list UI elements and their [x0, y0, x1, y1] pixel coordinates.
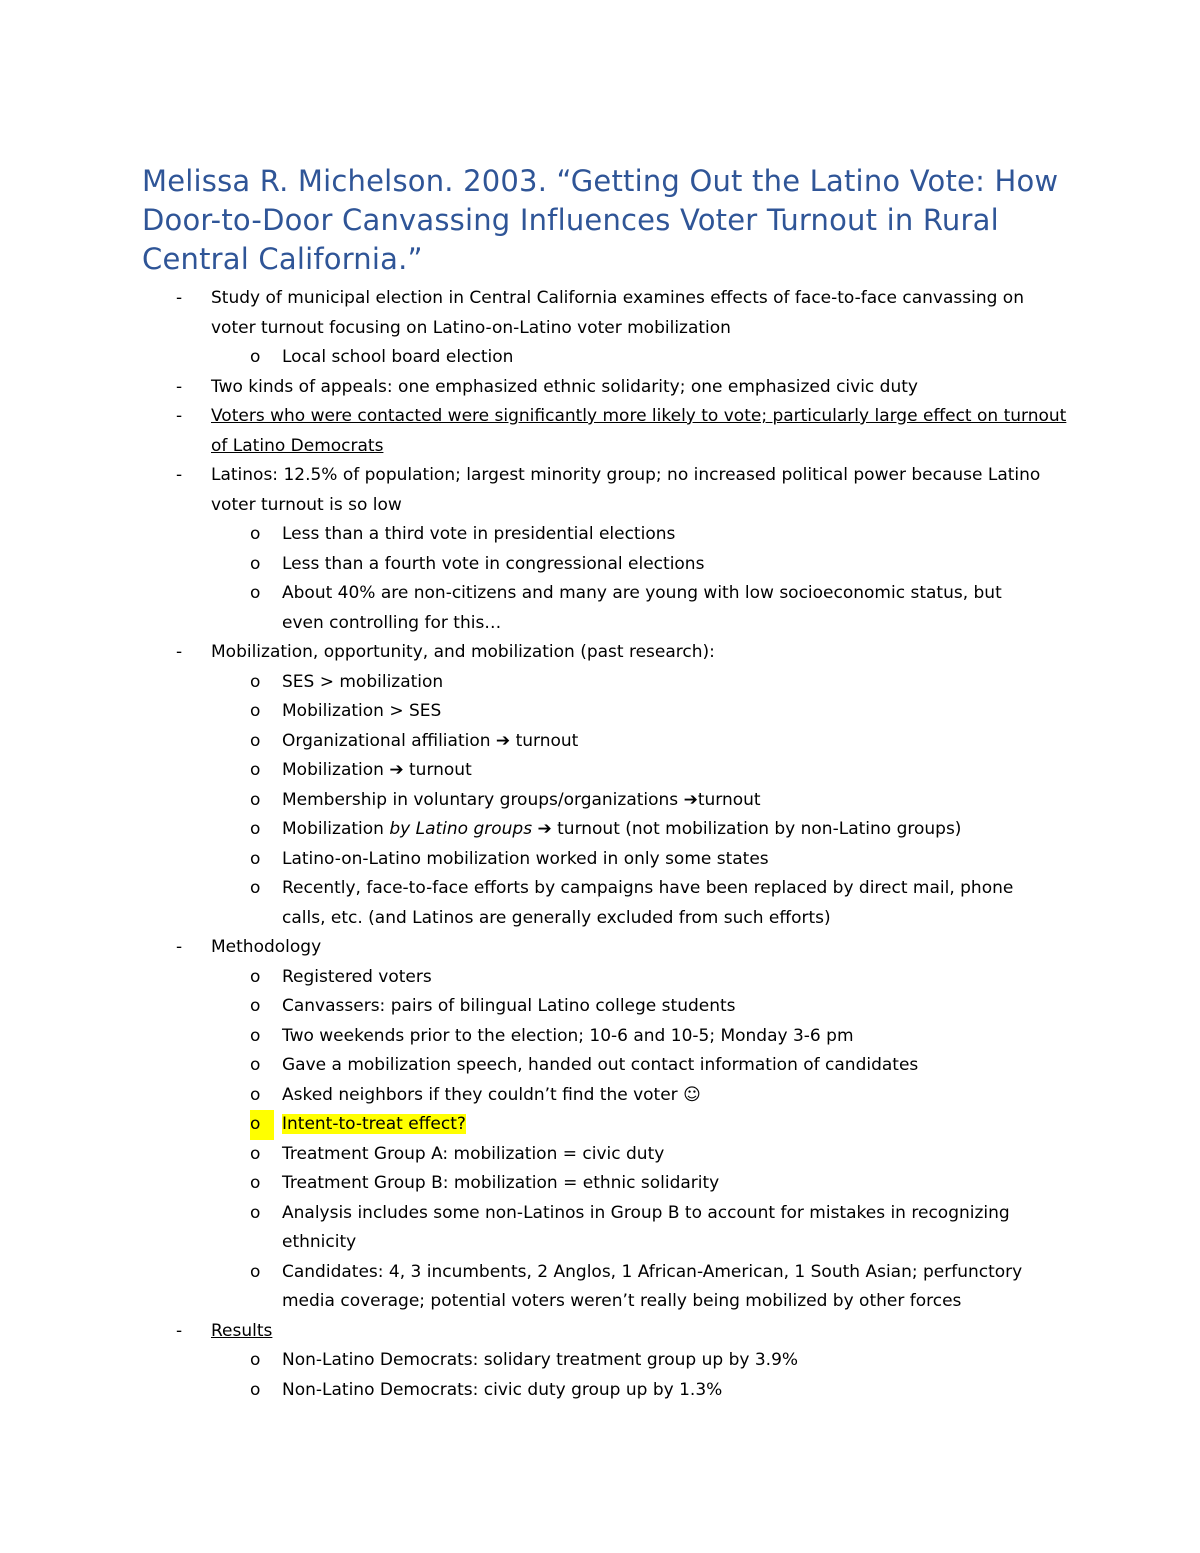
- circle-bullet: o: [250, 553, 261, 574]
- circle-bullet: o: [250, 1202, 261, 1223]
- list-item: [0, 933, 1200, 963]
- list-item-text: Voters who were contacted were significantly more likely to vote; particularly large effect on turnout of Latino Democrats: [211, 406, 1067, 456]
- circle-bullet: o: [250, 760, 261, 780]
- sub-list-item-text: Membership in voluntary groups/organizations ➔turnout: [282, 789, 761, 810]
- circle-bullet: o: [250, 1084, 261, 1105]
- circle-bullet: o: [250, 524, 261, 544]
- right-arrow-icon: ➔: [537, 819, 552, 839]
- sub-list-item: [0, 963, 1200, 993]
- circle-bullet: o: [250, 1110, 274, 1140]
- sub-list-item: [0, 1199, 1200, 1258]
- list-item-text: Mobilization, opportunity, and mobilization (past research):: [211, 642, 715, 662]
- sub-list-item: [0, 1022, 1200, 1052]
- circle-bullet: o: [250, 819, 261, 839]
- circle-bullet: o: [250, 1350, 261, 1370]
- sub-list-item-text: Candidates: 4, 3 incumbents, 2 Anglos, 1 African-American, 1 South Asian; perfunctory media coverage; potential voters weren’t really being mobilized by other forces: [282, 1261, 1023, 1311]
- dash-bullet: -: [176, 376, 183, 397]
- sub-list-item-text: About 40% are non-citizens and many are young with low socioeconomic status, but even controlling for this…: [282, 583, 1002, 633]
- list-item: [0, 461, 1200, 520]
- sub-list-item: [0, 520, 1200, 550]
- sub-list-item: [0, 1081, 1200, 1111]
- sub-list-item-text: Latino-on-Latino mobilization worked in only some states: [282, 848, 769, 869]
- circle-bullet: o: [250, 878, 261, 898]
- right-arrow-icon: ➔: [683, 789, 698, 810]
- sub-list-item: [0, 1258, 1200, 1317]
- notes-list: [0, 284, 1200, 1405]
- sub-list-item: [0, 786, 1200, 816]
- sub-list-item-highlighted: [0, 1110, 1200, 1140]
- sub-list-item-text: Local school board election: [282, 347, 514, 367]
- dash-bullet: -: [176, 642, 183, 662]
- list-item-text: Methodology: [211, 937, 322, 957]
- circle-bullet: o: [250, 1055, 261, 1075]
- sub-list-item: [0, 1140, 1200, 1170]
- sub-list-item: [0, 668, 1200, 698]
- document-title: Melissa R. Michelson. 2003. “Getting Out the Latino Vote: How Door-to-Door Canvassing Influences Voter Turnout in Rural Central California.”: [142, 164, 1059, 276]
- sub-list-item-text: Mobilization by Latino groups ➔ turnout (not mobilization by non-Latino groups): [282, 819, 962, 839]
- list-item: [0, 402, 1200, 461]
- circle-bullet: o: [250, 583, 261, 603]
- list-item-text: Latinos: 12.5% of population; largest minority group; no increased political power because Latino voter turnout is so low: [211, 465, 1041, 515]
- dash-bullet: -: [176, 937, 183, 957]
- list-item: [0, 638, 1200, 668]
- circle-bullet: o: [250, 1143, 261, 1164]
- dash-bullet: -: [176, 465, 183, 485]
- sub-list-item: [0, 579, 1200, 638]
- sub-list-item-text: Non-Latino Democrats: solidary treatment group up by 3.9%: [282, 1350, 799, 1370]
- circle-bullet: o: [250, 1173, 261, 1193]
- circle-bullet: o: [250, 1261, 261, 1282]
- sub-list-item: [0, 756, 1200, 786]
- sub-list-item-text: Analysis includes some non-Latinos in Group B to account for mistakes in recognizing ethnicity: [282, 1202, 1010, 1252]
- list-item-text: Two kinds of appeals: one emphasized ethnic solidarity; one emphasized civic duty: [211, 376, 918, 397]
- circle-bullet: o: [250, 730, 261, 751]
- sub-list-item: [0, 727, 1200, 757]
- circle-bullet: o: [250, 701, 261, 721]
- circle-bullet: o: [250, 996, 261, 1016]
- circle-bullet: o: [250, 347, 261, 367]
- sub-list-item-text: Organizational affiliation ➔ turnout: [282, 730, 579, 751]
- sub-list-item-text: Less than a fourth vote in congressional elections: [282, 553, 705, 574]
- list-item-text: Results: [211, 1320, 273, 1341]
- dash-bullet: -: [176, 288, 183, 308]
- sub-list-item-text: SES > mobilization: [282, 671, 444, 692]
- sub-list-item-text: Asked neighbors if they couldn’t find the voter ☺: [282, 1084, 701, 1105]
- sub-list-item-text: Less than a third vote in presidential elections: [282, 524, 676, 544]
- sub-list-item-text: Registered voters: [282, 966, 432, 987]
- sub-list-item-text: Treatment Group A: mobilization = civic duty: [282, 1143, 665, 1164]
- sub-list-item-text: Treatment Group B: mobilization = ethnic solidarity: [282, 1173, 720, 1193]
- sub-list-item-text: Mobilization ➔ turnout: [282, 760, 472, 780]
- dash-bullet: -: [176, 406, 183, 426]
- list-item: [0, 284, 1200, 343]
- sub-list-item: [0, 343, 1200, 373]
- sub-list-item: [0, 1051, 1200, 1081]
- circle-bullet: o: [250, 848, 261, 869]
- sub-list-item-text: Non-Latino Democrats: civic duty group up by 1.3%: [282, 1379, 723, 1400]
- list-item: [0, 373, 1200, 403]
- sub-list-item: [0, 697, 1200, 727]
- sub-list-item: [0, 992, 1200, 1022]
- circle-bullet: o: [250, 671, 261, 692]
- right-arrow-icon: ➔: [495, 730, 511, 751]
- sub-list-item: [0, 845, 1200, 875]
- sub-list-item: [0, 1376, 1200, 1406]
- circle-bullet: o: [250, 1025, 261, 1046]
- smiley-icon: ☺: [683, 1084, 701, 1105]
- circle-bullet: o: [250, 1379, 261, 1400]
- list-item-text: Study of municipal election in Central California examines effects of face-to-face canvassing on voter turnout focusing on Latino-on-Latino voter mobilization: [211, 288, 1024, 338]
- sub-list-item: [0, 1169, 1200, 1199]
- right-arrow-icon: ➔: [389, 760, 404, 780]
- sub-list-item-text: Canvassers: pairs of bilingual Latino college students: [282, 996, 736, 1016]
- sub-list-item-text: Gave a mobilization speech, handed out contact information of candidates: [282, 1055, 919, 1075]
- dash-bullet: -: [176, 1320, 183, 1341]
- circle-bullet: o: [250, 789, 261, 810]
- circle-bullet: o: [250, 966, 261, 987]
- sub-list-item: [0, 1346, 1200, 1376]
- sub-list-item: [0, 550, 1200, 580]
- sub-list-item-text: Two weekends prior to the election; 10-6 and 10-5; Monday 3-6 pm: [282, 1025, 854, 1046]
- emphasis-text: by Latino groups: [389, 819, 533, 839]
- sub-list-item-text: Recently, face-to-face efforts by campaigns have been replaced by direct mail, phone calls, etc. (and Latinos are generally excluded from such efforts): [282, 878, 1014, 928]
- list-item: [0, 1317, 1200, 1347]
- sub-list-item-text: [282, 1110, 1042, 1140]
- sub-list-item: [0, 815, 1200, 845]
- sub-list-item-text: Mobilization > SES: [282, 701, 442, 721]
- highlighted-text: Intent-to-treat effect?: [282, 1114, 466, 1134]
- sub-list-item: [0, 874, 1200, 933]
